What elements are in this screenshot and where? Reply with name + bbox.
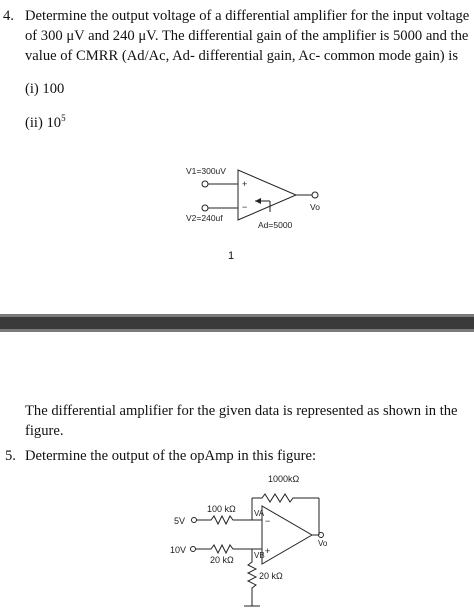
- minus-input-sign: −: [242, 202, 248, 212]
- option-ii-exponent: 5: [61, 113, 66, 124]
- option-i: (i) 100: [25, 81, 65, 97]
- gain-label: Ad=5000: [258, 220, 293, 230]
- v1-terminal: [202, 181, 208, 187]
- output-label: Vo: [310, 202, 320, 212]
- v1-label: V1=300uV: [186, 166, 226, 176]
- option-ii-base: (ii) 10: [25, 115, 62, 131]
- explanation-line-1: The differential amplifier for the given data is represented as shown in the: [25, 403, 458, 419]
- v2-label: V2=240uf: [186, 213, 223, 223]
- va-label: VA: [254, 509, 265, 518]
- input-1-label: 5V: [174, 516, 186, 526]
- opamp-circuit-diagram: [0, 470, 474, 610]
- input-2-label: 10V: [170, 545, 187, 555]
- input-2-terminal: [191, 547, 196, 552]
- v2-terminal: [202, 205, 208, 211]
- question-5-number: 5.: [5, 448, 16, 464]
- page-number: 1: [228, 250, 235, 262]
- opamp-minus-sign: −: [265, 516, 271, 526]
- explanation-line-2: figure.: [25, 423, 64, 439]
- r2-label: 20 kΩ: [210, 555, 234, 565]
- question-4-number: 4.: [3, 8, 14, 24]
- question-4-line-1: Determine the output voltage of a differential amplifier for the input voltage: [25, 8, 470, 24]
- output-terminal: [312, 192, 318, 198]
- differential-amplifier-diagram: [0, 160, 474, 250]
- opamp-plus-sign: +: [265, 546, 271, 556]
- vb-label: VB: [254, 551, 265, 560]
- page-separator: [0, 314, 474, 332]
- r3-label: 20 kΩ: [259, 571, 283, 581]
- input-1-terminal: [192, 518, 197, 523]
- question-4-line-2: of 300 μV and 240 μV. The differential gain of the amplifier is 5000 and the: [25, 28, 469, 44]
- option-ii: [25, 113, 66, 133]
- feedback-resistor: [252, 494, 319, 502]
- output-label-2: Vo: [318, 539, 328, 548]
- r1-label: 100 kΩ: [207, 504, 236, 514]
- plus-input-sign: +: [242, 179, 248, 189]
- opamp-triangle: [238, 170, 296, 220]
- question-5-text: Determine the output of the opAmp in this figure:: [25, 448, 317, 464]
- question-4-line-3: value of CMRR (Ad/Ac, Ad- differential gain, Ac- common mode gain) is: [25, 48, 458, 64]
- gain-arrow-head: [255, 198, 261, 204]
- feedback-resistor-label: 1000kΩ: [268, 474, 300, 484]
